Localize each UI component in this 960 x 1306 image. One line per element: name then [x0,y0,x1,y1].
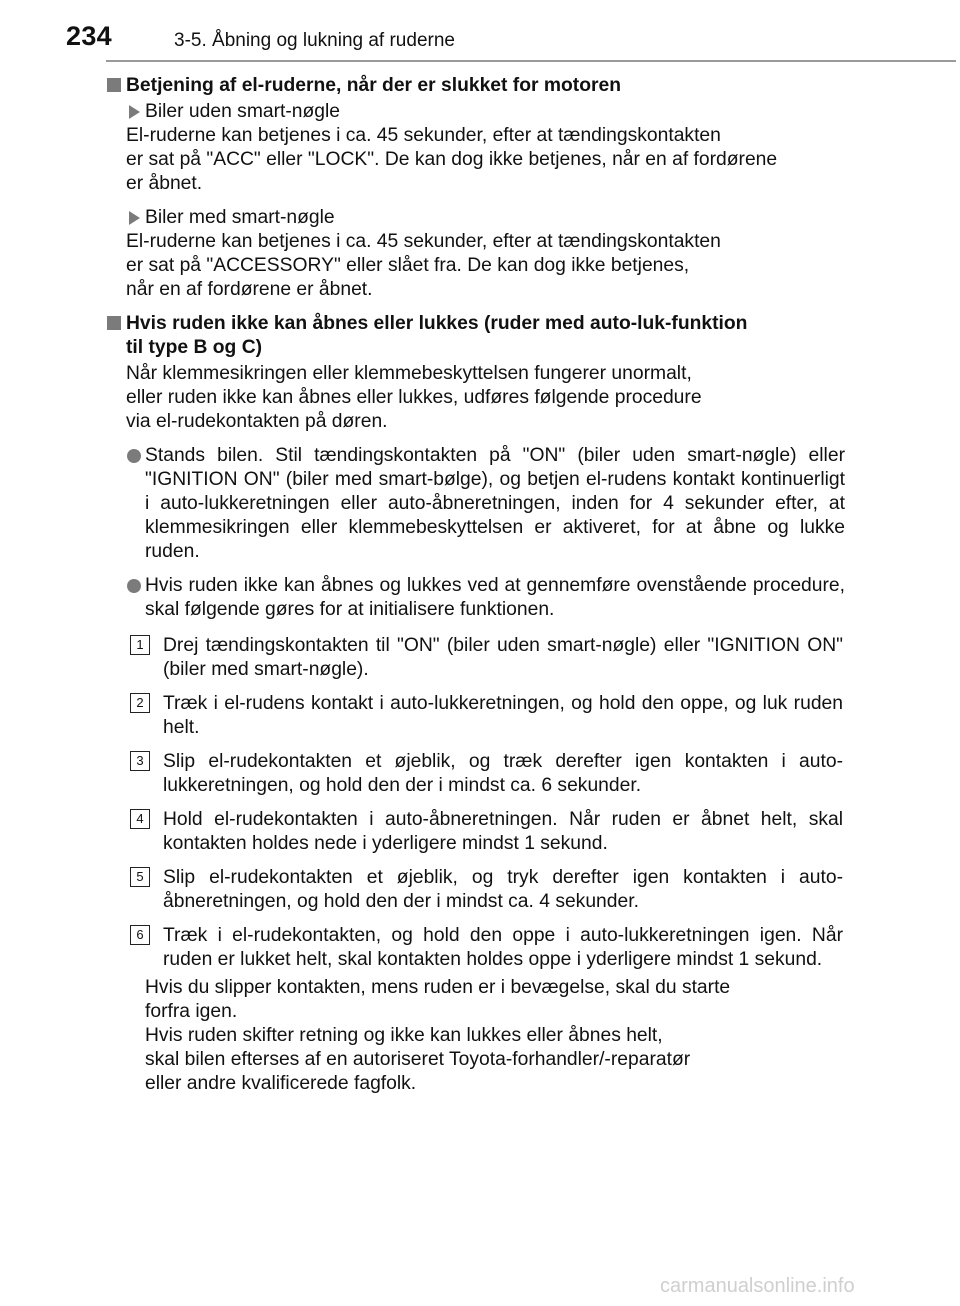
text-line: eller andre kvalificerede fagfolk. [145,1073,417,1094]
step-text: Slip el-rudekontakten et øjeblik, og træk derefter igen kontakten i auto-lukkeretningen, og hold den der i mindst ca. 6 sekunder. [163,751,843,796]
text-line: når en af fordørene er åbnet. [126,279,373,300]
step-2 [0,692,843,740]
text-line: Hvis ruden skifter retning og ikke kan lukkes eller åbnes helt, [145,1025,663,1046]
step-number-box: 4 [130,809,150,829]
page-body [0,74,960,1096]
step-number-box: 1 [130,635,150,655]
text-line: Når klemmesikringen eller klemmebeskyttelsen fungerer unormalt, [126,363,692,384]
square-bullet-icon [107,78,121,92]
circle-bullet-icon [127,579,141,593]
section-title-line: Hvis ruden ikke kan åbnes eller lukkes (ruder med auto-luk-funktion [126,313,748,334]
step-text: Træk i el-rudekontakten, og hold den oppe i auto-lukkeretningen igen. Når ruden er lukket helt, skal kontakten holdes oppe i yderligere mindst 1 sekund. [163,925,843,970]
triangle-bullet-icon [129,211,140,225]
step-text: Drej tændingskontakten til "ON" (biler uden smart-nøgle) eller "IGNITION ON" (biler med smart-nøgle). [163,635,843,680]
intro-paragraph [0,362,856,434]
text-line: er sat på "ACCESSORY" eller slået fra. De kan dog ikke betjenes, [126,255,690,276]
step-text: Slip el-rudekontakten et øjeblik, og tryk derefter igen kontakten i auto-åbneretningen, og hold den der i mindst ca. 4 sekunder. [163,867,843,912]
text-line: Hvis du slipper kontakten, mens ruden er i bevægelse, skal du starte [145,977,731,998]
subheading-with-smart-key [0,206,960,230]
step-5 [0,866,843,914]
section-heading-window-not-opening [0,312,846,360]
page-number: 234 [66,21,112,51]
bullet-text: Stands bilen. Stil tændingskontakten på "ON" (biler uden smart-nøgle) eller "IGNITION ON" (biler med smart-bølge), og betjen el-rudens kontakt kontinuerligt i auto-lukkeretningen eller auto-åbneretningen, inden for 4 sekunder efter, at klemmesikringen eller klemmebeskyttelsen er aktiveret, for at åbne og lukke ruden. [145,445,845,562]
text-line: er åbnet. [126,173,203,194]
square-bullet-icon [107,316,121,330]
step-text: Træk i el-rudens kontakt i auto-lukkeretningen, og hold den oppe, og luk ruden helt. [163,693,843,738]
step-6 [0,924,843,972]
section-heading-engine-off [0,74,846,98]
subheading-label: Biler med smart-nøgle [145,207,335,228]
chapter-title: 3-5. Åbning og lukning af ruderne [174,30,455,51]
bullet-text: Hvis ruden ikke kan åbnes og lukkes ved at gennemføre ovenstående procedure, skal følgende gøres for at initialisere funktionen. [145,575,845,620]
bullet-stop-vehicle [0,444,845,564]
text-line: via el-rudekontakten på døren. [126,411,388,432]
step-number-box: 6 [130,925,150,945]
bullet-initialize [0,574,845,622]
step-number-box: 5 [130,867,150,887]
subheading-without-smart-key [0,100,960,124]
text-line: eller ruden ikke kan åbnes eller lukkes, udføres følgende procedure [126,387,702,408]
watermark: carmanualsonline.info [660,1275,855,1297]
page-header [0,0,960,62]
text-line: El-ruderne kan betjenes i ca. 45 sekunder, efter at tændingskontakten [126,125,721,146]
header-divider [106,60,956,62]
text-line: forfra igen. [145,1001,238,1022]
section-title-line: til type B og C) [126,337,263,358]
text-line: er sat på "ACC" eller "LOCK". De kan dog ikke betjenes, når en af fordørene [126,149,778,170]
step-4 [0,808,843,856]
step-3 [0,750,843,798]
step-1 [0,634,843,682]
circle-bullet-icon [127,449,141,463]
paragraph-without-smart-key [0,124,856,196]
step-text: Hold el-rudekontakten i auto-åbneretningen. Når ruden er åbnet helt, skal kontakten holdes nede i yderligere mindst 1 sekund. [163,809,843,854]
step-number-box: 2 [130,693,150,713]
note-paragraph [0,976,845,1096]
text-line: skal bilen efterses af en autoriseret Toyota-forhandler/-reparatør [145,1049,691,1070]
text-line: El-ruderne kan betjenes i ca. 45 sekunder, efter at tændingskontakten [126,231,721,252]
section-title: Betjening af el-ruderne, når der er slukket for motoren [126,75,621,96]
step-number-box: 3 [130,751,150,771]
paragraph-with-smart-key [0,230,856,302]
triangle-bullet-icon [129,105,140,119]
subheading-label: Biler uden smart-nøgle [145,101,341,122]
